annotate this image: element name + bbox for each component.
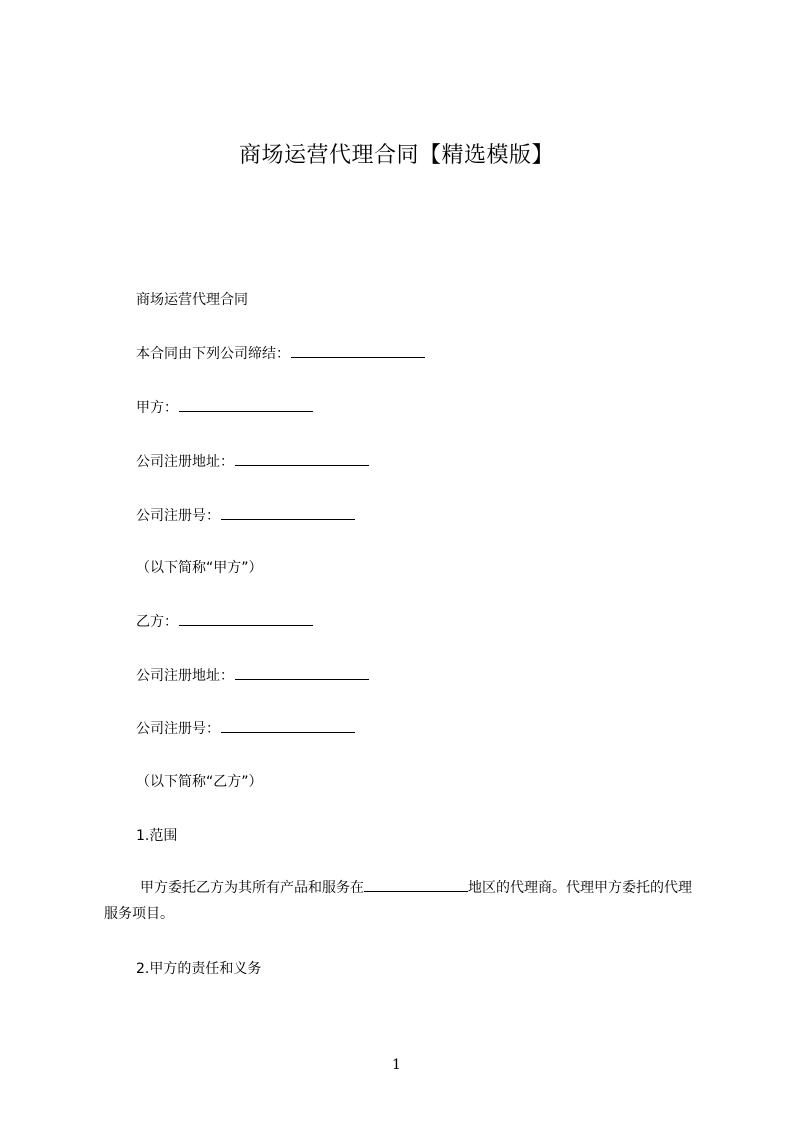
party-b-line: 乙方： [136, 611, 313, 633]
blank-field [179, 611, 313, 626]
intro-line: 本合同由下列公司缔结： [136, 343, 425, 365]
party-a-line: 甲方： [136, 397, 313, 419]
blank-field [179, 397, 313, 412]
blank-field [235, 665, 369, 680]
blank-field [364, 877, 468, 892]
section-1-paragraph: 甲方委托乙方为其所有产品和服务在 地区的代理商。代理甲方委托的代理服务项目。 [104, 875, 704, 927]
party-b-alias-line: （以下简称“乙方”） [136, 774, 263, 790]
party-b-address-line: 公司注册地址： [136, 665, 369, 687]
party-a-alias-line: （以下简称“甲方”） [136, 560, 263, 576]
party-a-address-line: 公司注册地址： [136, 451, 369, 473]
party-b-reg-no-line: 公司注册号： [136, 718, 355, 740]
section-2-heading: 2.甲方的责任和义务 [136, 961, 262, 977]
blank-field [221, 505, 355, 520]
contract-heading: 商场运营代理合同 [136, 292, 248, 308]
blank-field [221, 718, 355, 733]
blank-field [291, 343, 425, 358]
page-number: 1 [392, 1057, 401, 1073]
party-a-reg-no-line: 公司注册号： [136, 505, 355, 527]
document-title: 商场运营代理合同【精选模版】 [238, 143, 554, 168]
section-1-heading: 1.范围 [136, 828, 178, 844]
blank-field [235, 451, 369, 466]
